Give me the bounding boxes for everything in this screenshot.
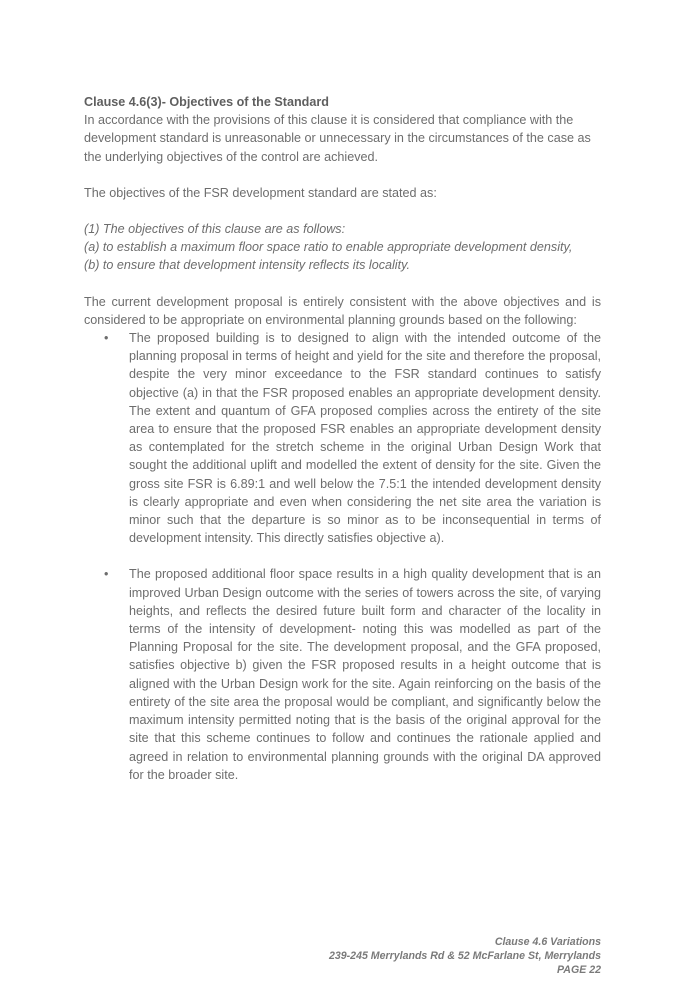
page-footer (329, 935, 601, 978)
list-item-text: The proposed building is to designed to align with the intended outcome of the planning proposal in terms of height and yield for the site and therefore the proposal, despite the very minor exceedance to the FSR standard continues to satisfy objective (a) in that the FSR proposed enables an appropriate development density. The extent and quantum of GFA proposed complies across the entirety of the site area to ensure that the proposed FSR enables an appropriate development density as contemplated for the stretch scheme in the original Urban Design Work that sought the additional uplift and modelled the extent of density for the site. Given the gross site FSR is 6.89:1 and well below the 7.5:1 the intended development density is clearly appropriate and even when considering the net site area the variation is minor such that the departure is so minor as to be inconsequential in terms of development intensity. This directly satisfies objective a). (129, 331, 601, 546)
spacer (84, 275, 601, 293)
footer-address: 239-245 Merrylands Rd & 52 McFarlane St, Merrylands (328, 950, 601, 963)
spacer (84, 166, 601, 184)
intro-paragraph: In accordance with the provisions of this clause it is considered that compliance with the development standard is unreasonable or unnecessary in the circumstances of the case as the underlying objectives of the control are achieved. (84, 113, 591, 164)
list-item-text: The proposed additional floor space results in a high quality development that is an improved Urban Design outcome with the series of towers across the site, of varying heights, and reflects the desired future built form and character of the locality in terms of the intensity of development- noting this was modelled as part of the Planning Proposal for the site. The development proposal, and the GFA proposed, satisfies objective b) given the FSR proposed results in a height outcome that is aligned with the Urban Design work for the site. Again reinforcing on the basis of the entirety of the site area the proposal would be compliant, and significantly below the maximum intensity permitted noting that is the basis of the original approval for the site that this scheme continues to follow and continues the rationale applied and agreed in relation to environmental planning grounds with the original DA approved for the broader site. (129, 567, 601, 782)
section-heading: Clause 4.6(3)- Objectives of the Standard (84, 95, 329, 109)
objective-a: (a) to establish a maximum floor space ratio to enable appropriate development density, (84, 240, 573, 255)
objective-clause-1: (1) The objectives of this clause are as follows: (84, 222, 346, 237)
bullet-icon: • (104, 567, 109, 582)
list-item (84, 565, 601, 783)
consistency-paragraph: The current development proposal is entirely consistent with the above objectives and is considered to be appropriate on environmental planning grounds based on the following: (84, 294, 601, 327)
spacer (84, 202, 601, 220)
objective-b: (b) to ensure that development intensity reflects its locality. (84, 258, 410, 273)
bullet-icon: • (104, 331, 109, 346)
grounds-list (84, 329, 601, 784)
footer-title: Clause 4.6 Variations (494, 936, 601, 948)
objectives-lead: The objectives of the FSR development standard are stated as: (84, 185, 437, 200)
page-number: PAGE 22 (557, 964, 601, 977)
list-item (84, 329, 601, 547)
spacer (84, 547, 601, 565)
document-page (84, 93, 601, 784)
objectives-quote (84, 220, 601, 275)
